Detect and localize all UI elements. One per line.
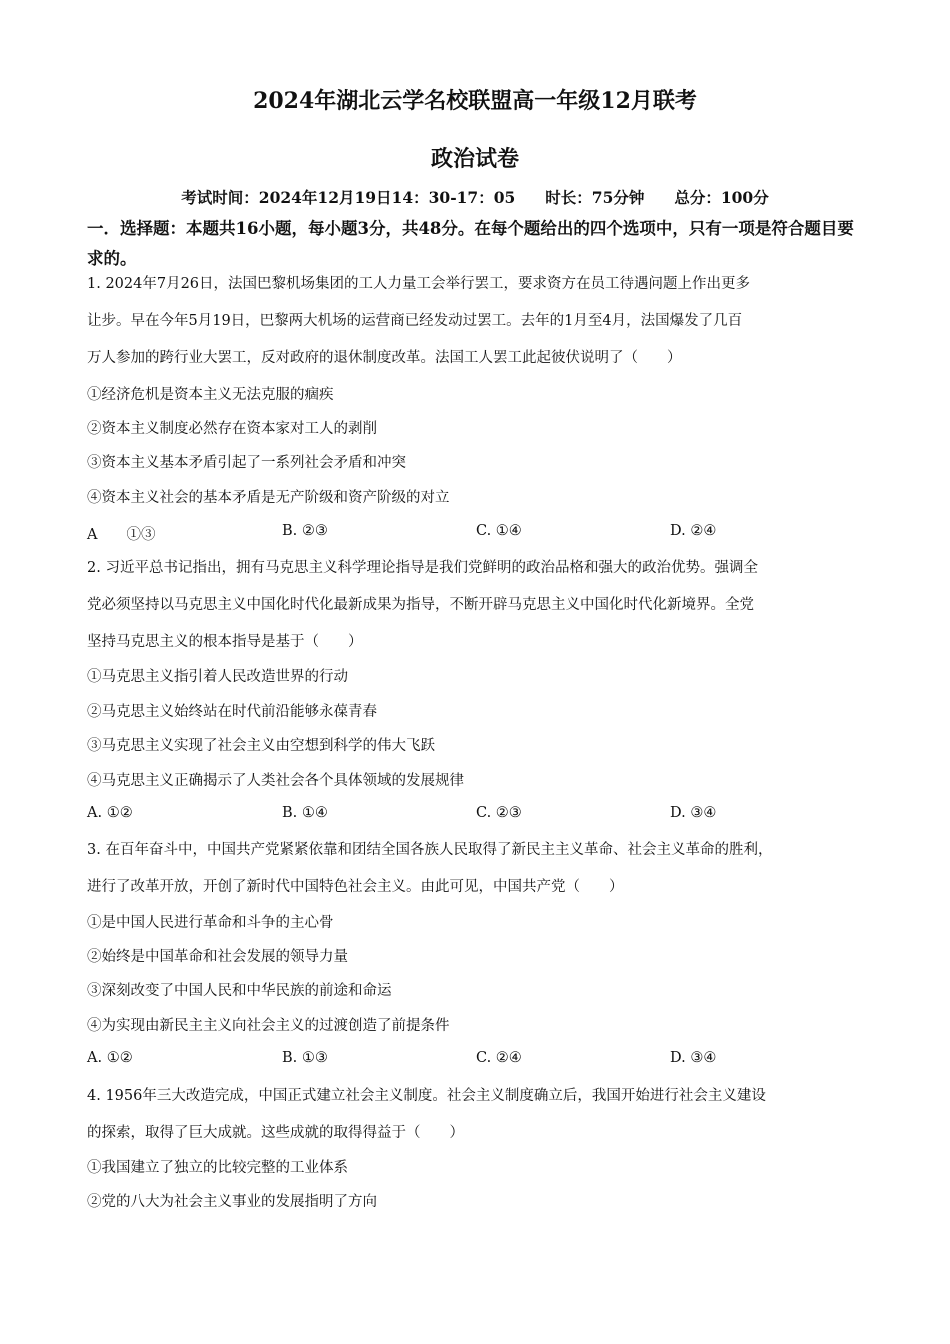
q3-statement: ①是中国人民进行革命和斗争的主心骨 [87, 915, 334, 931]
section-heading: 一．选择题：本题共16小题，每小题3分，共48分。在每个题给出的四个选项中，只有一项是符合题目要求的。 [87, 219, 854, 268]
q2-option-a: A. ①② [87, 805, 133, 821]
exam-total-score: 总分：100分 [674, 188, 769, 207]
q4-stem-line: 4. 1956年三大改造完成，中国正式建立社会主义制度。社会主义制度确立后，我国开始进行社会主义建设 [87, 1088, 766, 1104]
q3-stem-line: 进行了改革开放，开创了新时代中国特色社会主义。由此可见，中国共产党（ ） [87, 879, 624, 895]
q3-option-b: B. ①③ [282, 1050, 328, 1066]
q1-option-c: C. ①④ [476, 523, 522, 539]
q2-statement: ②马克思主义始终站在时代前沿能够永葆青春 [87, 704, 377, 720]
q3-option-a: A. ①② [87, 1050, 133, 1066]
q3-option-c: C. ②④ [476, 1050, 522, 1066]
q2-option-c: C. ②③ [476, 805, 522, 821]
q2-option-d: D. ③④ [670, 805, 717, 821]
exam-title: 2024年湖北云学名校联盟高一年级12月联考 [253, 88, 697, 114]
q2-stem-line: 2. 习近平总书记指出，拥有马克思主义科学理论指导是我们党鲜明的政治品格和强大的政治优势。强调全 [87, 560, 758, 576]
exam-meta [0, 186, 950, 208]
q1-option-a: A ①③ [87, 527, 156, 543]
q1-option-b: B. ②③ [282, 523, 328, 539]
q4-statement: ②党的八大为社会主义事业的发展指明了方向 [87, 1194, 377, 1210]
q2-stem-line: 党必须坚持以马克思主义中国化时代化最新成果为指导，不断开辟马克思主义中国化时代化新境界。全党 [87, 597, 754, 613]
q1-stem-line: 1. 2024年7月26日，法国巴黎机场集团的工人力量工会举行罢工，要求资方在员工待遇问题上作出更多 [87, 276, 751, 292]
q2-stem-line: 坚持马克思主义的根本指导是基于（ ） [87, 634, 363, 650]
exam-duration: 时长：75分钟 [545, 188, 645, 207]
q3-options [87, 1050, 787, 1070]
q4-stem-line: 的探索，取得了巨大成就。这些成就的取得得益于（ ） [87, 1125, 464, 1141]
exam-subject: 政治试卷 [430, 146, 519, 172]
q2-option-b: B. ①④ [282, 805, 328, 821]
q2-options [87, 805, 787, 825]
q2-statement: ①马克思主义指引着人民改造世界的行动 [87, 669, 348, 685]
q1-statement: ③资本主义基本矛盾引起了一系列社会矛盾和冲突 [87, 455, 406, 471]
q1-stem-line: 让步。早在今年5月19日，巴黎两大机场的运营商已经发动过罢工。去年的1月至4月，法国爆发了几百 [87, 313, 743, 329]
q1-statement: ④资本主义社会的基本矛盾是无产阶级和资产阶级的对立 [87, 490, 450, 506]
exam-time: 考试时间：2024年12月19日14：30-17：05 [181, 188, 516, 207]
q1-stem-line: 万人参加的跨行业大罢工，反对政府的退休制度改革。法国工人罢工此起彼伏说明了（ ） [87, 350, 682, 366]
q3-stem-line: 3. 在百年奋斗中，中国共产党紧紧依靠和团结全国各族人民取得了新民主主义革命、社会主义革命的胜利， [87, 842, 773, 858]
q1-option-d: D. ②④ [670, 523, 717, 539]
q2-statement: ③马克思主义实现了社会主义由空想到科学的伟大飞跃 [87, 738, 435, 754]
q1-statement: ①经济危机是资本主义无法克服的痼疾 [87, 387, 334, 403]
q2-statement: ④马克思主义正确揭示了人类社会各个具体领域的发展规律 [87, 773, 464, 789]
q3-statement: ②始终是中国革命和社会发展的领导力量 [87, 949, 348, 965]
q1-statement: ②资本主义制度必然存在资本家对工人的剥削 [87, 421, 377, 437]
q3-statement: ③深刻改变了中国人民和中华民族的前途和命运 [87, 983, 392, 999]
q3-statement: ④为实现由新民主主义向社会主义的过渡创造了前提条件 [87, 1018, 450, 1034]
q4-statement: ①我国建立了独立的比较完整的工业体系 [87, 1160, 348, 1176]
q3-option-d: D. ③④ [670, 1050, 717, 1066]
q1-options [87, 523, 787, 543]
